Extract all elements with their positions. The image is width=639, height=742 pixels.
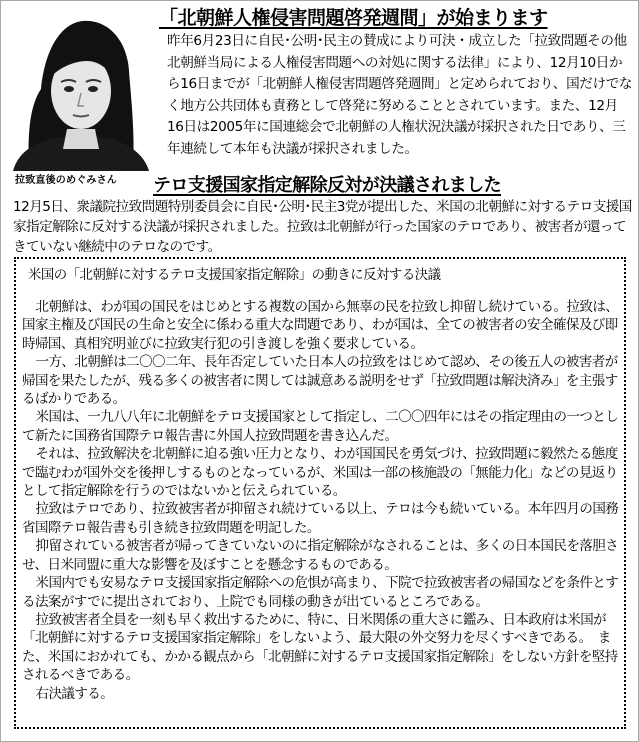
megumi-photo	[11, 9, 149, 171]
resolution-paragraph: 一方、北朝鮮は二〇〇二年、長年否定していた日本人の拉致をはじめて認め、その後五人の被害者が帰国を果たしたが、残る多くの被害者に関しては誠意ある説明をせず「拉致問題は解決済み」を主張するばかりである。	[22, 354, 618, 408]
section1-title: 「北朝鮮人権侵害問題啓発週間」が始まります	[159, 7, 548, 29]
resolution-body	[22, 298, 620, 703]
portrait-image	[11, 9, 149, 171]
resolution-paragraph: 拉致はテロであり、拉致被害者が抑留され続けている以上、テロは今も続いている。本年四月の国務省国際テロ報告書も引き続き拉致問題を明記した。	[22, 501, 619, 536]
resolution-box	[14, 257, 626, 729]
resolution-paragraph: 米国内でも安易なテロ支援国家指定解除への危惧が高まり、下院で拉致被害者の帰国などを条件とする法案がすでに提出されており、上院でも同様の動きが出ているところである。	[22, 575, 619, 610]
resolution-closing: 右決議する。	[35, 685, 114, 702]
resolution-paragraph: 米国は、一九八八年に北朝鮮をテロ支援国家として指定し、二〇〇四年にはその指定理由の一つとして新たに国務省国際テロ報告書に外国人拉致問題を書き込んだ。	[22, 409, 619, 444]
resolution-paragraph: 北朝鮮は、わが国の国民をはじめとする複数の国から無辜の民を拉致し抑留し続けている。拉致は、国家主権及び国民の生命と安全に係わる重大な問題であり、わが国は、全ての被害者の安全確保及び即時帰国、真相究明並びに拉致実行犯の引き渡しを強く要求している。	[22, 299, 619, 352]
resolution-title: 米国の「北朝鮮に対するテロ支援国家指定解除」の動きに反対する決議	[28, 268, 441, 283]
section1-body: 昨年6月23日に自民･公明･民主の賛成により可決・成立した「拉致問題その他北朝鮮当局による人権侵害問題への対処に関する法律」により、12月10日から16日までが「北朝鮮人権侵害問題啓発週間」と定められており、国だけでなく地方公共団体も責務として啓発に努めることとされています。また、12月16日は2005年に国連総会で北朝鮮の人権状況決議が採択された日であり、三年連続して本年も決議が採択されました。	[167, 33, 633, 157]
resolution-paragraph: それは、拉致解決を北朝鮮に迫る強い圧力となり、わが国国民を勇気づけ、拉致問題に毅然たる態度で臨むわが国外交を後押しするものとなっているが、米国は一部の核施設の「無能力化」などの見返りとして指定解除を行うのではないかと伝えられている。	[22, 446, 618, 500]
section2-body: 12月5日、衆議院拉致問題特別委員会に自民･公明･民主3党が提出した、米国の北朝鮮に対するテロ支援国家指定解除に反対する決議が採択されました。拉致は北朝鮮が行った国家のテロであり、被害者が還ってきていない継続中のテロなのです。	[13, 199, 632, 255]
section2-title: テロ支援国家指定解除反対が決議されました	[153, 175, 501, 196]
photo-caption: 拉致直後のめぐみさん	[15, 175, 117, 186]
resolution-paragraph: 抑留されている被害者が帰ってきていないのに指定解除がなされることは、多くの日本国民を落胆させ、日米同盟に重大な影響を及ぼすことを懸念するものである。	[22, 538, 619, 573]
resolution-paragraph: 拉致被害者全員を一刻も早く救出するために、特に、日米関係の重大さに鑑み、日本政府は米国が「北朝鮮に対するテロ支援国家指定解除」をしないよう、最大限の外交努力を尽くすべきである。 また、米国におかれても、かかる観点から「北朝鮮に対するテロ支援国家指定解除」をしない方針を堅持されるべきである。	[22, 611, 618, 684]
